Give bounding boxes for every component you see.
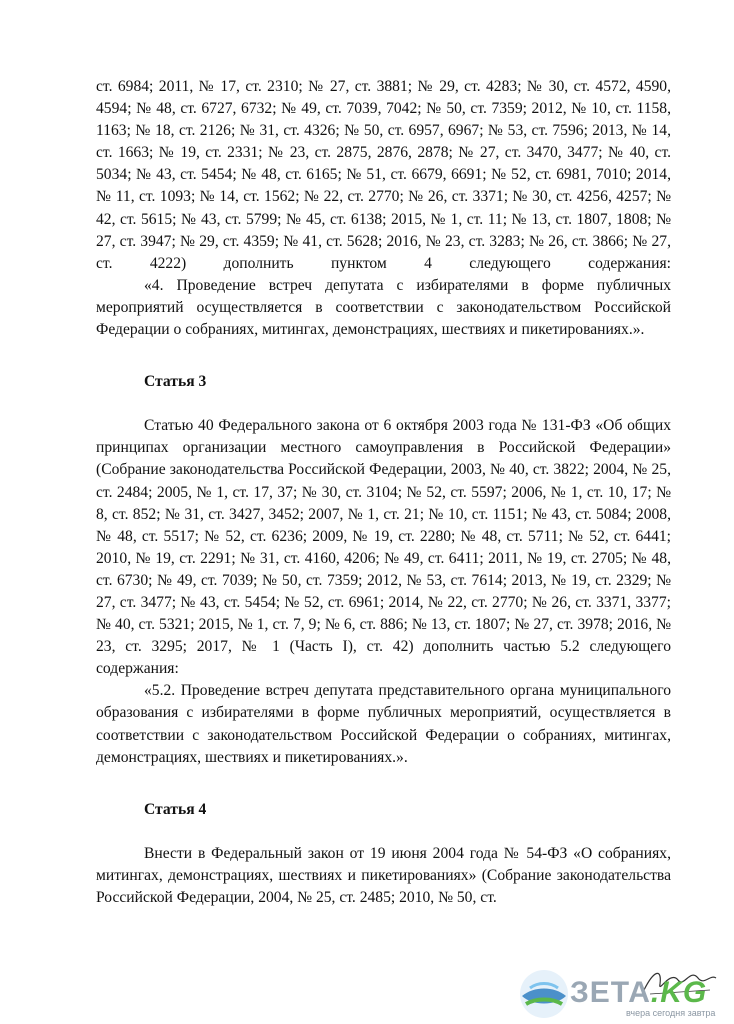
quote-article-2-point-4: «4. Проведение встреч депутата с избирателями в форме публичных мероприятий осуществляется в соответствии с законодательством Российской Федерации о собраниях, митингах, демонстрациях, шествиях и пикетированиях.». [96, 276, 671, 339]
article-4-body: Внести в Федеральный закон от 19 июня 2004 года № 54-ФЗ «О собраниях, митингах, демонстрациях, шествиях и пикетированиях» (Собрание законодательства Российской Федерации, 2004, № 25, ст. 2485; 2010, № 50, ст. [96, 844, 671, 906]
document-page [96, 76, 671, 909]
article-4-heading: Статья 4 [144, 800, 207, 818]
watermark-tagline: вчера сегодня завтра [626, 1008, 716, 1018]
article-3-body: Статью 40 Федерального закона от 6 октября 2003 года № 131-ФЗ «Об общих принципах организации местного самоуправления в Российской Федерации» (Собрание законодательства Российской Федерации, 2003, № 40, ст. 3822; 2004, № 25, ст. 2484; 2005, № 1, ст. 17, 37; № 30, ст. 3104; № 52, ст. 5597; 2006, № 1, ст. 10, 17; № 8, ст. 852; № 31, ст. 3427, 3452; 2007, № 1, ст. 21; № 10, ст. 1151; № 43, ст. 5084; 2008, № 48, ст. 5517; № 52, ст. 6236; 2009, № 19, ст. 2280; № 48, ст. 5711; № 52, ст. 6441; 2010, № 19, ст. 2291; № 31, ст. 4160, 4206; № 49, ст. 6411; 2011, № 19, ст. 2705; № 48, ст. 6730; № 49, ст. 7039; № 50, ст. 7359; 2012, № 53, ст. 7614; 2013, № 19, ст. 2329; № 27, ст. 3477; № 43, ст. 5454; № 52, ст. 6961; 2014, № 22, ст. 2770; № 26, ст. 3371, 3377; № 40, ст. 5321; 2015, № 1, ст. 7, 9; № 6, ст. 886; № 13, ст. 1807; № 27, ст. 3978; 2016, № 23, ст. 3295; 2017, № 1 (Часть I), ст. 42) дополнить частью 5.2 следующего содержания: [96, 417, 671, 678]
paragraph-continuation: ст. 6984; 2011, № 17, ст. 2310; № 27, ст. 3881; № 29, ст. 4283; № 30, ст. 4572, 4590, 4594; № 48, ст. 6727, 6732; № 49, ст. 7039, 7042; № 50, ст. 7359; 2012, № 10, ст. 1158, 1163; № 18, ст. 2126; № 31, ст. 4326; № 50, ст. 6957, 6967; № 53, ст. 7596; 2013, № 14, ст. 1663; № 19, ст. 2331; № 23, ст. 2875, 2876, 2878; № 27, ст. 3470, 3477; № 40, ст. 5034; № 43, ст. 5454; № 48, ст. 6165; № 51, ст. 6679, 6691; № 52, ст. 6981, 7010; 2014, № 11, ст. 1093; № 14, ст. 1562; № 22, ст. 2770; № 26, ст. 3371; № 30, ст. 4256, 4257; № 42, ст. 5615; № 43, ст. 5799; № 45, ст. 6138; 2015, № 1, ст. 11; № 13, ст. 1807, 1808; № 27, ст. 3947; № 29, ст. 4359; № 41, ст. 5628; 2016, № 23, ст. 3283; № 26, ст. 3866; № 27, ст. 4222) дополнить пунктом 4 следующего содержания: [96, 78, 671, 272]
watermark-logo [510, 960, 734, 1024]
quote-article-3-part-5-2: «5.2. Проведение встреч депутата представительного органа муниципального образования с избирателями в форме публичных мероприятий, осуществляется в соответствии с законодательством Российской Федерации о собраниях, митингах, демонстрациях, шествиях и пикетированиях.». [96, 682, 671, 766]
article-3-heading: Статья 3 [144, 373, 207, 391]
globe-icon [516, 966, 572, 1022]
watermark-brand: ЗЕТА.KG [570, 976, 708, 1009]
